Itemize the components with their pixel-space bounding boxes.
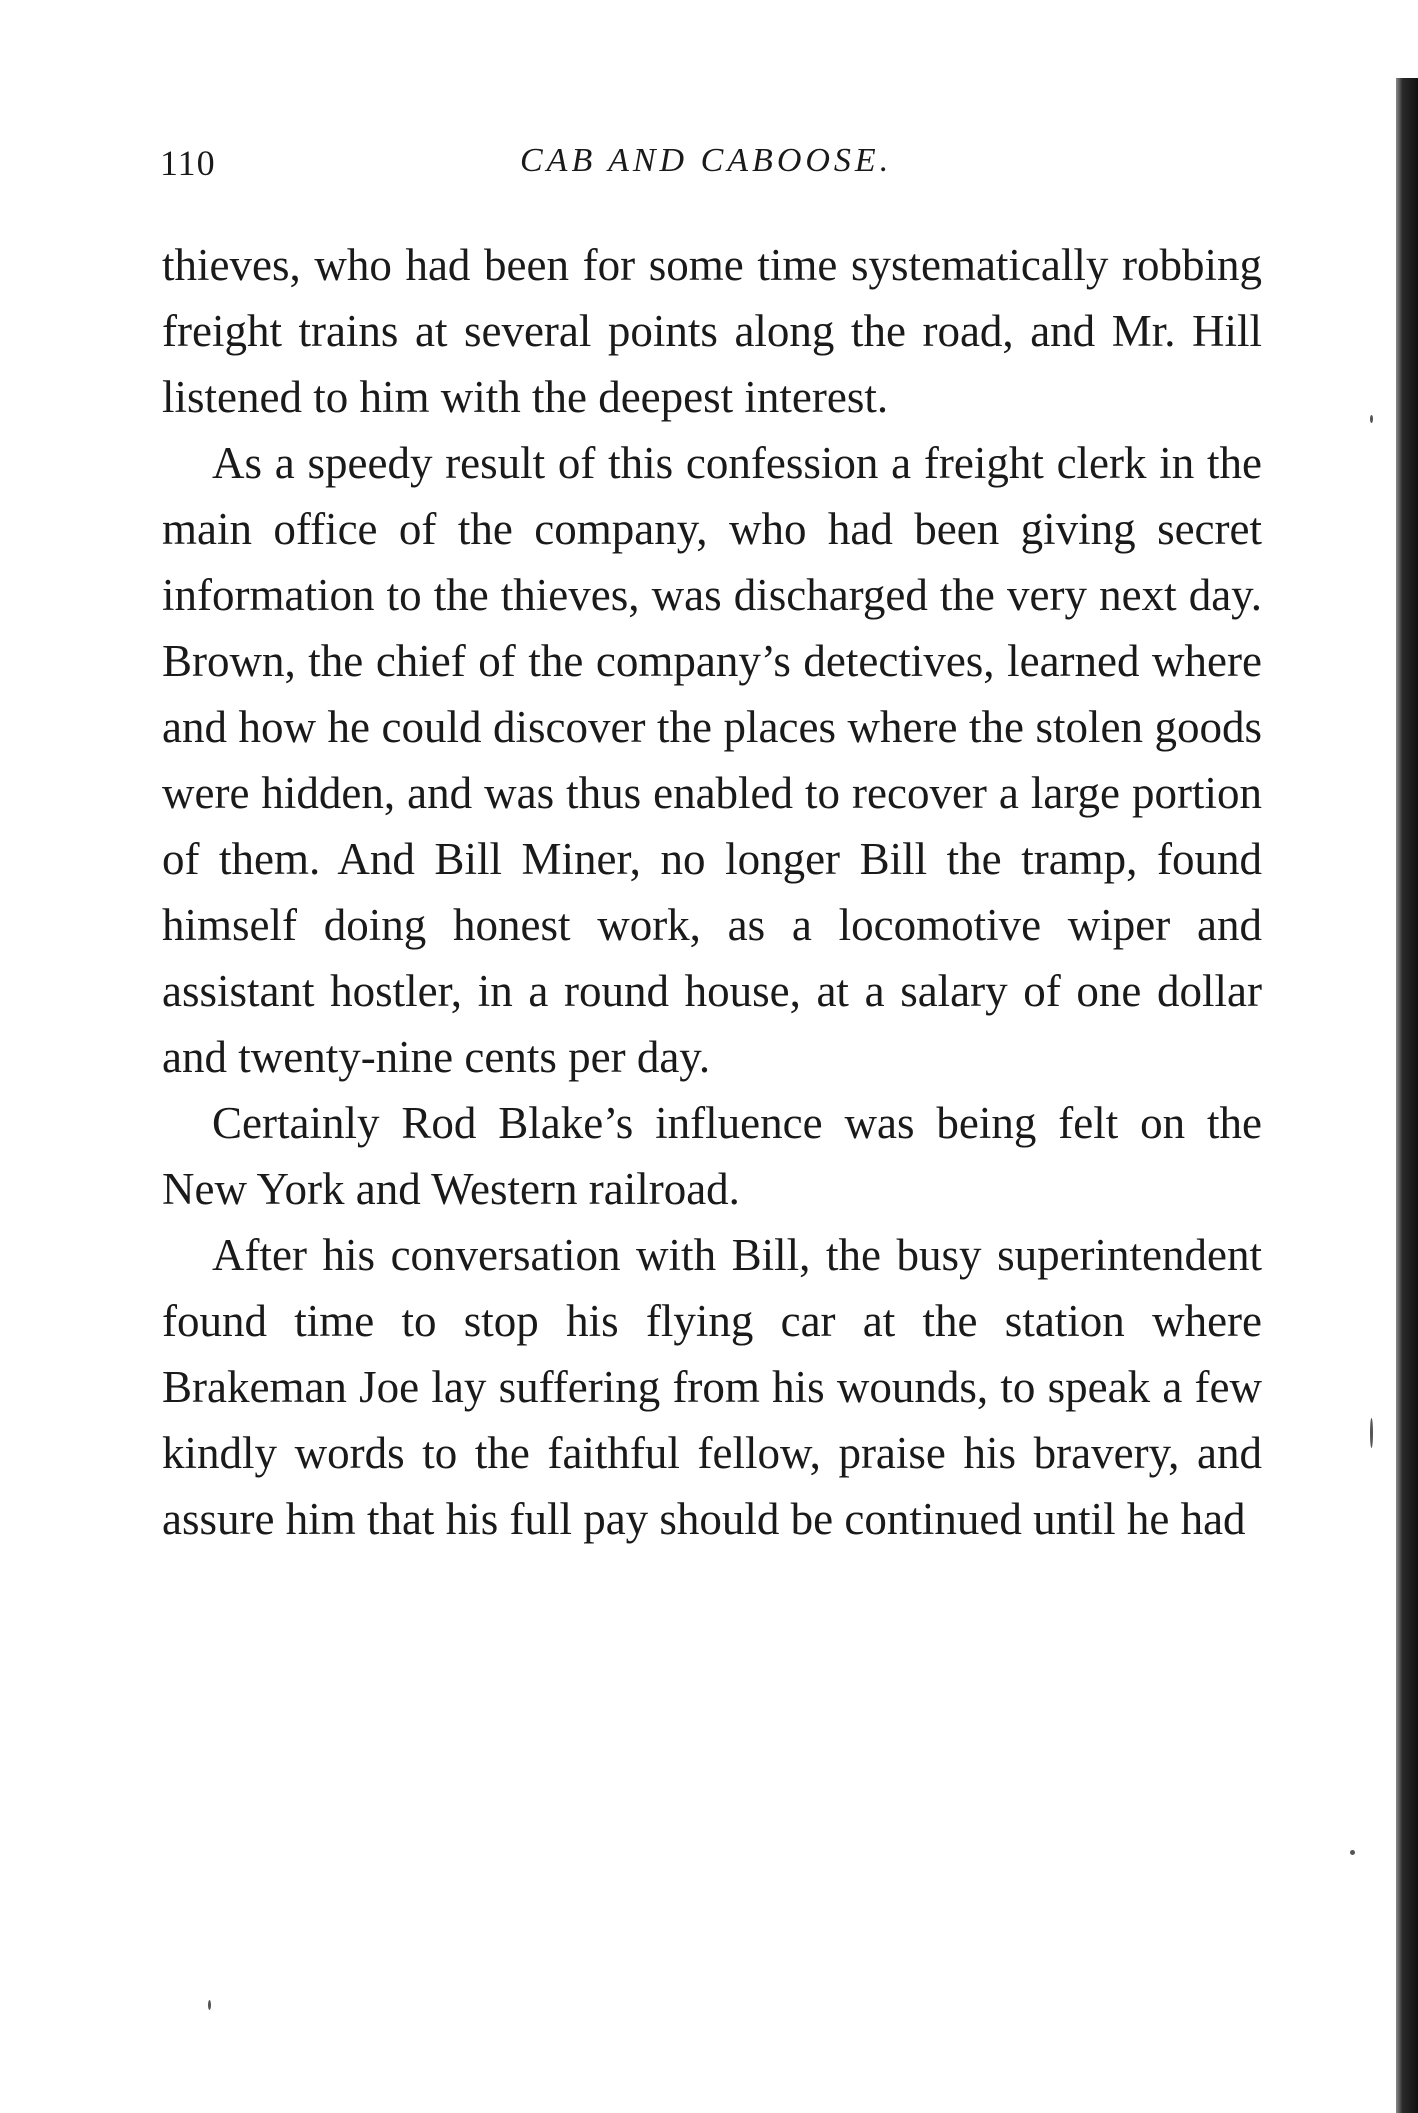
running-head [160,142,1260,190]
running-title: CAB AND CABOOSE. [520,142,893,179]
body-text [162,232,1262,1552]
paragraph: After his conversation with Bill, the busy superintendent found time to stop his flying car at the station where Brakeman Joe lay suffering from his wounds, to speak a few kindly words to the faithful fellow, praise his bravery, and assure him that his full pay should be continued until he had [162,1230,1262,1544]
scan-speck [1370,415,1373,423]
paragraph-continued: thieves, who had been for some time systematically robbing freight trains at several points along the road, and Mr. Hill listened to him with the deepest interest. [162,240,1262,422]
scan-speck [208,2000,211,2010]
scan-speck [1350,1850,1355,1855]
page-number: 110 [160,143,216,183]
paragraph: As a speedy result of this confession a freight clerk in the main office of the company, who had been giving secret information to the thieves, was discharged the very next day. Brown, the chief of the company’s detectives, learned where and how he could discover the places where the stolen goods were hidden, and was thus enabled to recover a large portion of them. And Bill Miner, no longer Bill the tramp, found himself doing honest work, as a locomotive wiper and assistant hostler, in a round house, at a salary of one dollar and twenty-nine cents per day. [162,438,1262,1082]
page-edge-shadow [1396,78,1418,2113]
paragraph: Certainly Rod Blake’s influence was being felt on the New York and Western railroad. [162,1098,1262,1214]
scan-speck [1370,1418,1373,1448]
